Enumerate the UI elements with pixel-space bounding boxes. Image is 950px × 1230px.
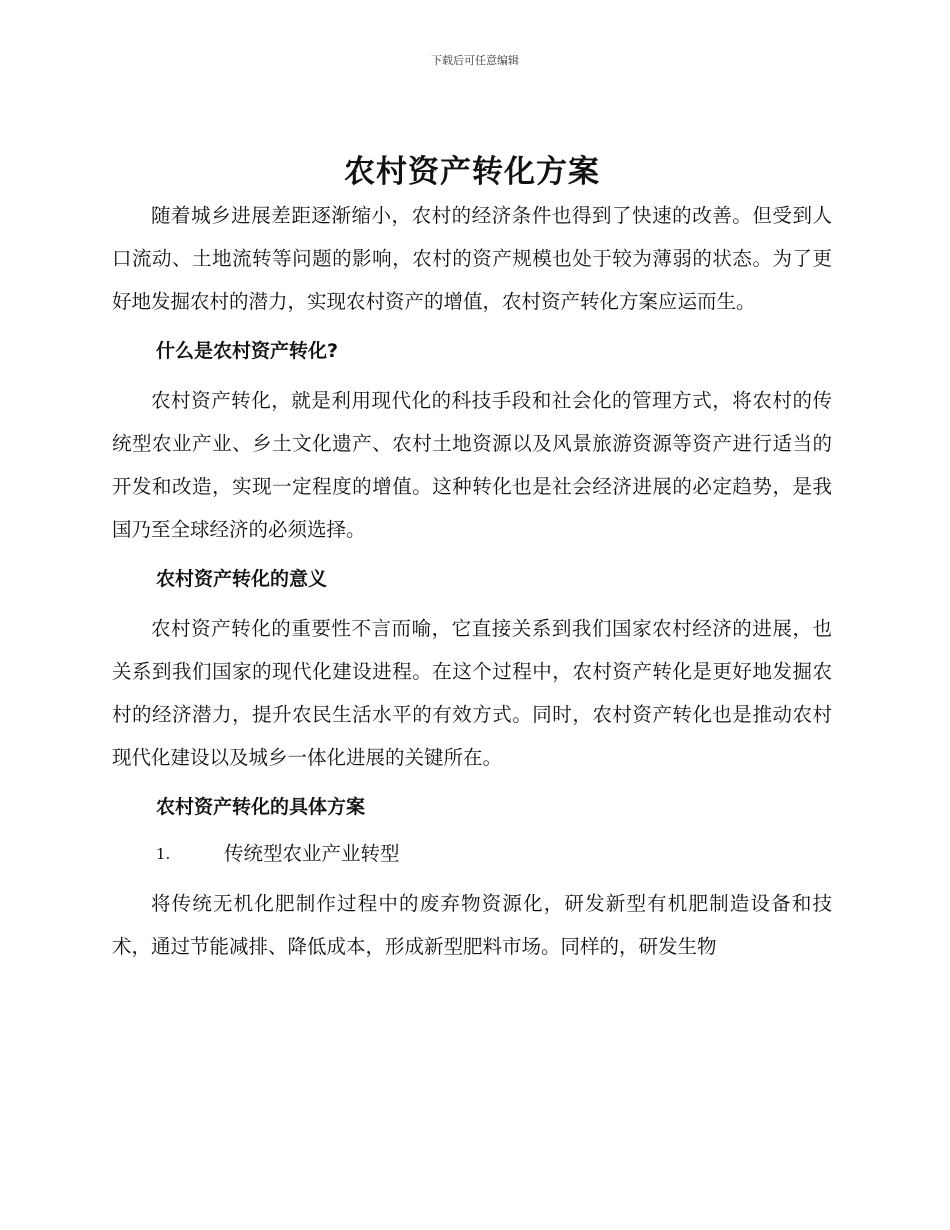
list-item: [112, 835, 832, 873]
page-header-note: 下载后可任意编辑: [431, 54, 519, 67]
section-paragraph-significance: 农村资产转化的重要性不言而喻，它直接关系到我们国家农村经济的进展，也关系到我们国家的现代化建设进程。在这个过程中，农村资产转化是更好地发掘农村的经济潜力，提升农民生活水平的有效方式。同时，农村资产转化也是推动农村现代化建设以及城乡一体化进展的关键所在。: [112, 617, 832, 769]
list-item-number: 1.: [156, 845, 171, 863]
document-body: [112, 150, 832, 968]
list-item-text: 传统型农业产业转型: [224, 842, 400, 865]
section-heading-significance: 农村资产转化的意义: [156, 568, 328, 590]
document-title: 农村资产转化方案: [344, 154, 600, 190]
list-item-paragraph: 将传统无机化肥制作过程中的废弃物资源化，研发新型有机肥制造设备和技术，通过节能减排、降低成本，形成新型肥料市场。同样的，研发生物: [112, 892, 832, 958]
section-heading-what-is: 什么是农村资产转化?: [156, 340, 339, 362]
intro-paragraph: 随着城乡进展差距逐渐缩小，农村的经济条件也得到了快速的改善。但受到人口流动、土地流转等问题的影响，农村的资产规模也处于较为薄弱的状态。为了更好地发掘农村的潜力，实现农村资产的增值，农村资产转化方案应运而生。: [112, 204, 832, 313]
section-heading-plan: 农村资产转化的具体方案: [156, 796, 366, 818]
section-paragraph-what-is: 农村资产转化，就是利用现代化的科技手段和社会化的管理方式，将农村的传统型农业产业、乡土文化遗产、农村土地资源以及风景旅游资源等资产进行适当的开发和改造，实现一定程度的增值。这种转化也是社会经济进展的必定趋势，是我国乃至全球经济的必须选择。: [112, 389, 832, 541]
